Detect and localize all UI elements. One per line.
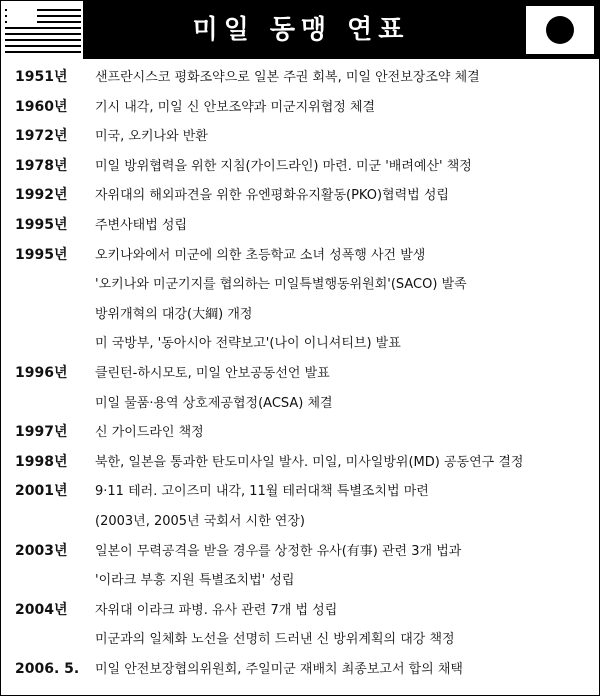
timeline-event: 방위개혁의 대강(大綱) 개정 [95,306,253,322]
timeline-event: 미일 안전보장협의위원회, 주일미군 재배치 최종보고서 합의 채택 [95,661,463,677]
timeline-year: 1995년 [15,216,68,233]
timeline-event: '오키나와 미군기지를 협의하는 미일특별행동위원회'(SACO) 발족 [95,277,467,293]
timeline-row [1,477,599,507]
timeline-event: 자위대의 해외파견을 위한 유엔평화유지활동(PKO)협력법 성립 [95,188,449,204]
timeline-year: 1996년 [15,364,68,381]
timeline-year: 1978년 [15,157,68,174]
timeline-year: 1992년 [15,187,68,204]
timeline-row [1,418,599,448]
timeline-year: 1951년 [15,69,68,85]
timeline-year: 1995년 [15,246,68,263]
timeline-row [1,211,599,241]
timeline-year: 2001년 [15,483,68,500]
timeline-row [1,389,599,419]
timeline-row [1,448,599,478]
timeline-row [1,270,599,300]
page-title: 미일 동맹 연표 [192,15,410,45]
timeline-year: 2003년 [15,542,68,559]
timeline-row [1,300,599,330]
timeline-row [1,63,599,93]
timeline-list [1,63,599,684]
timeline-row [1,359,599,389]
timeline-event: 샌프란시스코 평화조약으로 일본 주권 회복, 미일 안전보장조약 체결 [95,70,480,85]
timeline-event: 기시 내각, 미일 신 안보조약과 미군지위협정 체결 [95,99,376,115]
timeline-event: 주변사태법 성립 [95,217,188,233]
timeline-event: 미 국방부, '동아시아 전략보고'(나이 이니셔티브) 발표 [95,336,401,352]
timeline-event: 미국, 오키나와 반환 [95,129,208,145]
timeline-year: 2006. 5. [15,660,80,677]
timeline-year: 1960년 [15,98,68,115]
timeline-row [1,507,599,537]
timeline-event: 미일 물품·용역 상호제공협정(ACSA) 체결 [95,395,333,411]
timeline-event: 자위대 이라크 파병. 유사 관련 7개 법 성립 [95,602,338,618]
timeline-event: (2003년, 2005년 국회서 시한 연장) [95,513,305,529]
timeline-event: 일본이 무력공격을 받을 경우를 상정한 유사(有事) 관련 3개 법과 [95,543,462,559]
timeline-event: 미군과의 일체화 노선을 선명히 드러낸 신 방위계획의 대강 책정 [95,632,455,648]
timeline-row [1,625,599,655]
timeline-event: '이라크 부흥 지원 특별조치법' 성립 [95,573,295,589]
timeline-event: 9·11 테러. 고이즈미 내각, 11월 테러대책 특별조치법 마련 [95,484,429,500]
timeline-year: 1998년 [15,453,68,470]
timeline-row [1,241,599,271]
timeline-row [1,596,599,626]
timeline-row [1,152,599,182]
timeline-row [1,93,599,123]
timeline-event: 오키나와에서 미군에 의한 초등학교 소녀 성폭행 사건 발생 [95,247,426,263]
timeline-year: 1997년 [15,424,68,441]
timeline-event: 미일 방위협력을 위한 지침(가이드라인) 마련. 미군 '배려예산' 책정 [95,158,472,174]
header-bar [1,1,599,59]
timeline-row [1,329,599,359]
timeline-year: 2004년 [15,601,68,618]
timeline-event: 클린턴-하시모토, 미일 안보공동선언 발표 [95,365,330,381]
timeline-year: 1972년 [15,128,68,145]
timeline-row [1,537,599,567]
timeline-event: 북한, 일본을 통과한 탄도미사일 발사. 미일, 미사일방위(MD) 공동연구 결정 [95,454,524,470]
timeline-row [1,655,599,685]
us-flag-icon [1,1,83,59]
japan-flag-icon [525,5,595,55]
timeline-row [1,122,599,152]
timeline-row [1,566,599,596]
timeline-event: 신 가이드라인 책정 [95,425,204,441]
timeline-row [1,181,599,211]
